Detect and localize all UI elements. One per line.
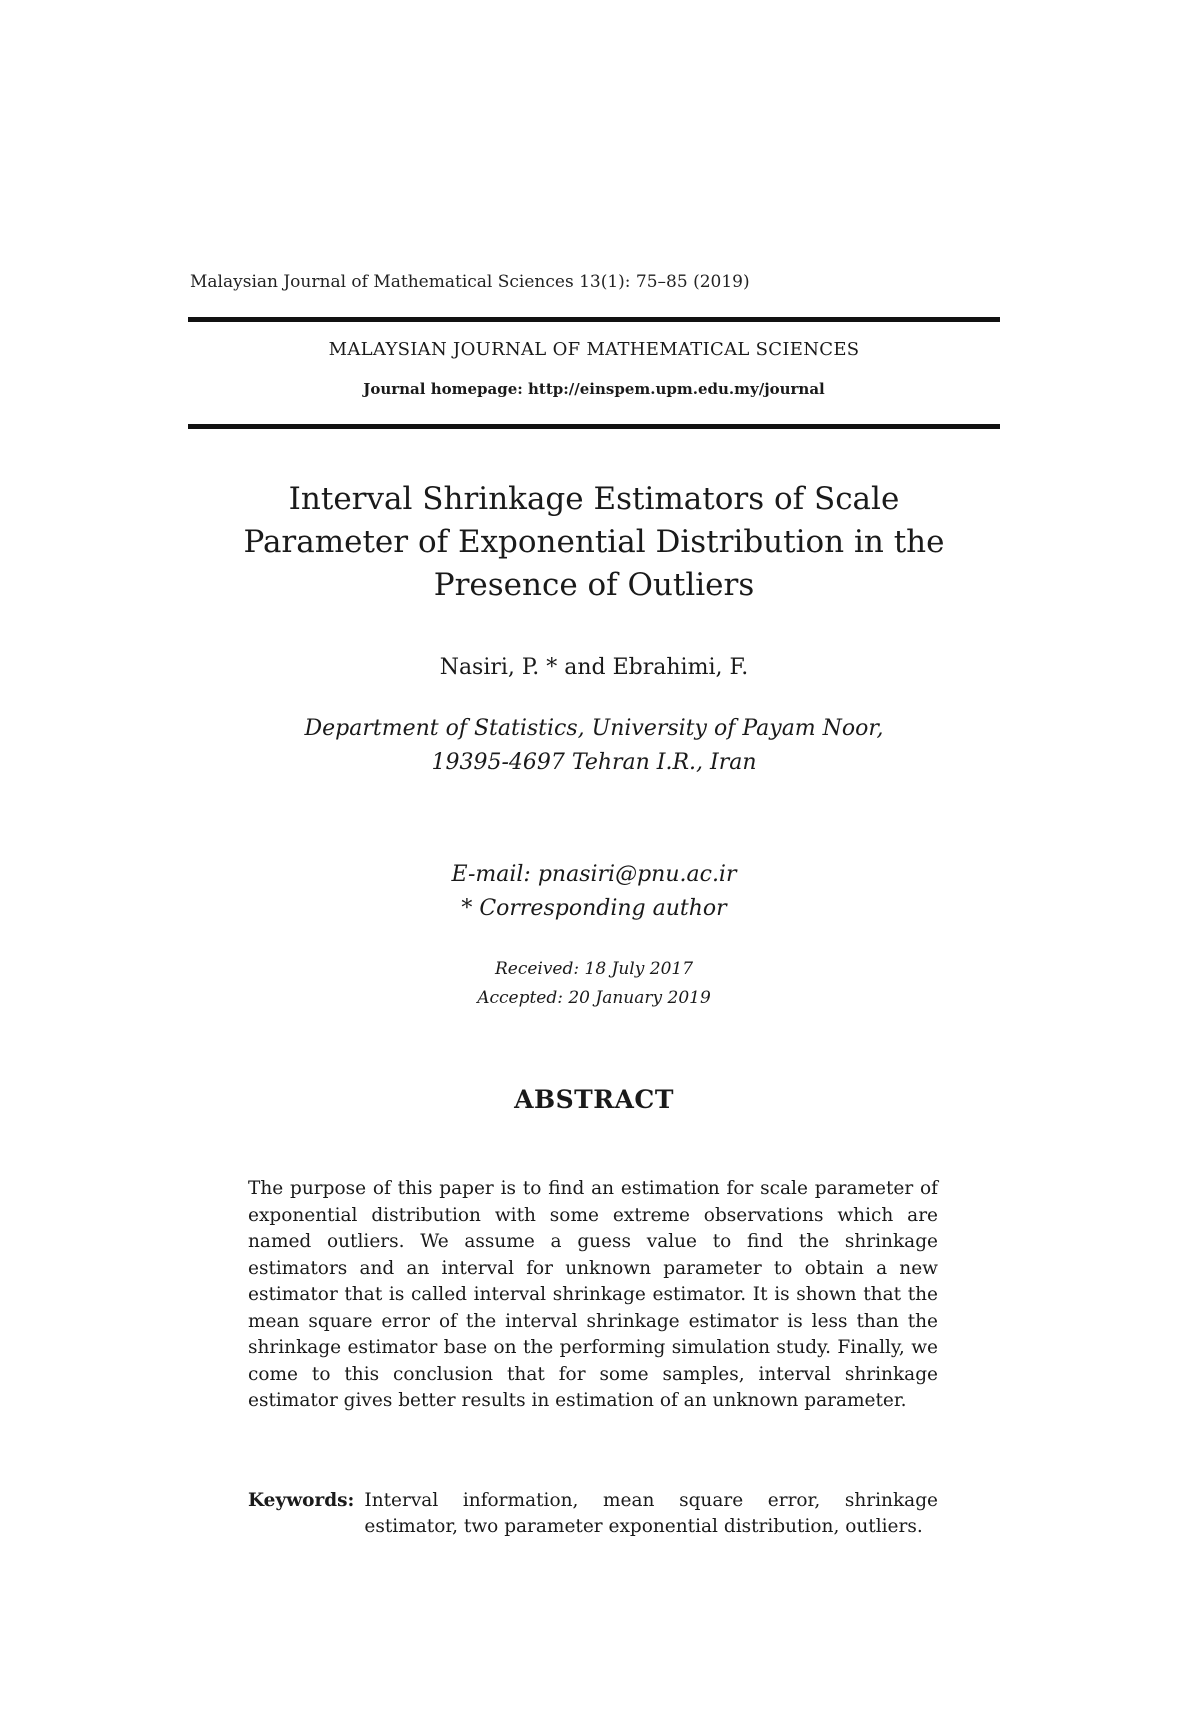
abstract-body: The purpose of this paper is to find an estimation for scale parameter of exponential distribution with some extreme observations which are named outliers. We assume a guess value to find the shrinkage estimators and an interval for unknown parameter to obtain a new estimator that is called interval shrinkage estimator. It is shown that the mean square error of the interval shrinkage estimator is less than the shrinkage estimator base on the performing simulation study. Finally, we come to this conclusion that for some samples, interval shrinkage estimator gives better results in estimation of an unknown parameter. <box>248 1178 938 1411</box>
submission-dates <box>188 955 1000 1013</box>
authors: Nasiri, P. * and Ebrahimi, F. <box>439 655 749 680</box>
title-line: Presence of Outliers <box>433 567 755 603</box>
keywords-text: Interval information, mean square error, shrinkage estimator, two parameter exponential distribution, outliers. <box>364 1490 938 1537</box>
abstract-heading: ABSTRACT <box>514 1085 674 1114</box>
received-date: Received: 18 July 2017 <box>494 959 694 979</box>
keywords <box>248 1488 938 1540</box>
affiliation-line: Department of Statistics, University of Payam Noor, <box>304 716 884 741</box>
corresponding-author-note: * Corresponding author <box>461 896 727 921</box>
keywords-label: Keywords: <box>248 1490 355 1511</box>
email: E-mail: pnasiri@pnu.ac.ir <box>451 862 737 887</box>
header-rule-bottom <box>188 424 1000 429</box>
journal-name: MALAYSIAN JOURNAL OF MATHEMATICAL SCIENCES <box>328 339 860 360</box>
paper-title <box>188 478 1000 607</box>
affiliation-line: 19395-4697 Tehran I.R., Iran <box>431 750 757 775</box>
title-line: Parameter of Exponential Distribution in the <box>243 524 945 560</box>
header-rule-top <box>188 317 1000 322</box>
contact-info <box>188 858 1000 926</box>
journal-homepage: Journal homepage: http://einspem.upm.edu.my/journal <box>363 380 825 398</box>
accepted-date: Accepted: 20 January 2019 <box>477 988 711 1008</box>
title-line: Interval Shrinkage Estimators of Scale <box>288 481 900 517</box>
affiliation <box>188 712 1000 780</box>
running-head: Malaysian Journal of Mathematical Sciences 13(1): 75–85 (2019) <box>190 272 750 292</box>
